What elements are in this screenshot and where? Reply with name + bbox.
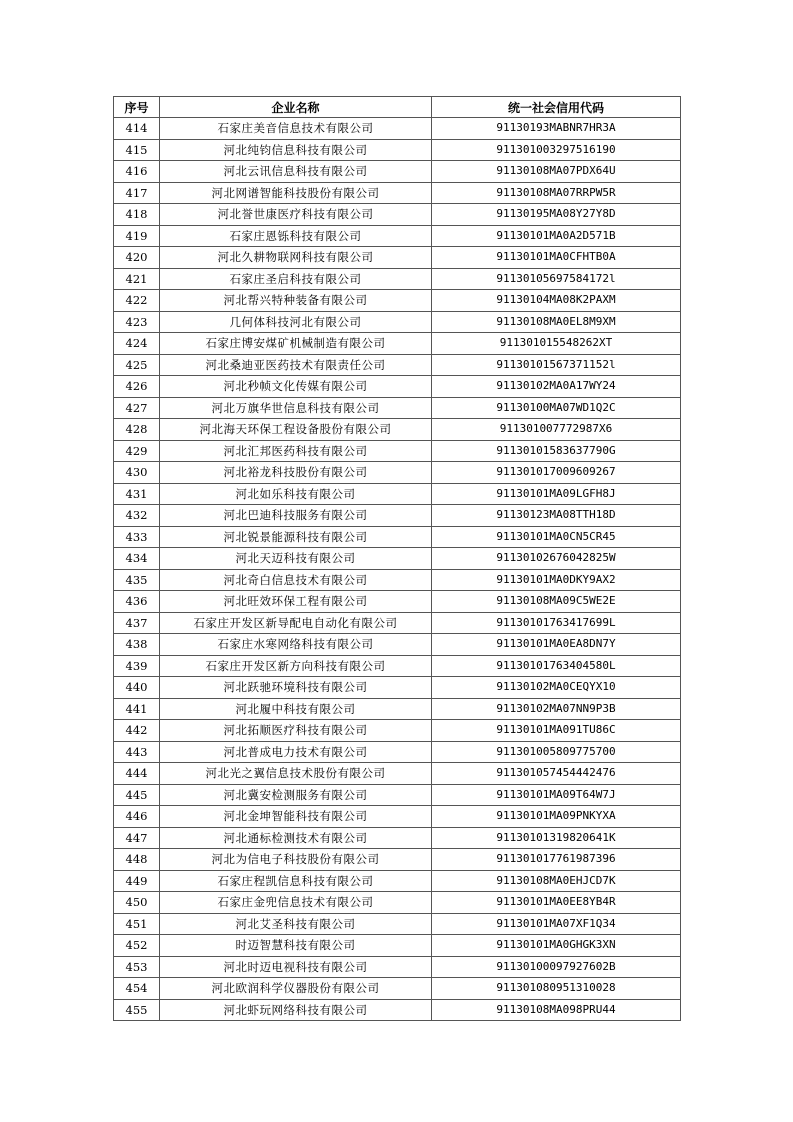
row-company-name: 河北万旗华世信息科技有限公司 — [160, 397, 432, 419]
row-index: 449 — [114, 870, 160, 892]
row-index: 435 — [114, 569, 160, 591]
table-row — [114, 677, 681, 699]
table-body — [114, 118, 681, 1021]
table-row — [114, 483, 681, 505]
table-row — [114, 118, 681, 140]
row-index: 445 — [114, 784, 160, 806]
table-row — [114, 247, 681, 269]
row-credit-code: 911301003297516190 — [432, 139, 681, 161]
row-credit-code: 91130100097927602B — [432, 956, 681, 978]
row-company-name: 河北欧润科学仪器股份有限公司 — [160, 978, 432, 1000]
row-company-name: 河北锐景能源科技有限公司 — [160, 526, 432, 548]
row-company-name: 石家庄开发区新方向科技有限公司 — [160, 655, 432, 677]
table-row — [114, 462, 681, 484]
row-company-name: 河北桑迪亚医药技术有限责任公司 — [160, 354, 432, 376]
table-row — [114, 741, 681, 763]
row-index: 443 — [114, 741, 160, 763]
row-credit-code: 91130108MA098PRU44 — [432, 999, 681, 1021]
row-index: 433 — [114, 526, 160, 548]
row-index: 431 — [114, 483, 160, 505]
header-credit-code: 统一社会信用代码 — [432, 97, 681, 118]
table-row — [114, 333, 681, 355]
table-row — [114, 870, 681, 892]
row-company-name: 河北秒帧文化传媒有限公司 — [160, 376, 432, 398]
row-index: 439 — [114, 655, 160, 677]
row-credit-code: 91130101MA0EE8YB4R — [432, 892, 681, 914]
row-credit-code: 91130101MA0CN5CR45 — [432, 526, 681, 548]
row-index: 441 — [114, 698, 160, 720]
row-credit-code: 91130102MA07NN9P3B — [432, 698, 681, 720]
row-index: 452 — [114, 935, 160, 957]
row-company-name: 石家庄程凯信息科技有限公司 — [160, 870, 432, 892]
table-row — [114, 935, 681, 957]
row-credit-code: 91130101MA09PNKYXA — [432, 806, 681, 828]
row-company-name: 河北时迈电视科技有限公司 — [160, 956, 432, 978]
row-index: 419 — [114, 225, 160, 247]
row-credit-code: 91130101567371152l — [432, 354, 681, 376]
row-company-name: 河北如乐科技有限公司 — [160, 483, 432, 505]
row-company-name: 河北裕龙科技股份有限公司 — [160, 462, 432, 484]
row-index: 416 — [114, 161, 160, 183]
table-row — [114, 182, 681, 204]
row-index: 437 — [114, 612, 160, 634]
row-credit-code: 91130101763417699L — [432, 612, 681, 634]
row-company-name: 河北久耕物联网科技有限公司 — [160, 247, 432, 269]
row-company-name: 河北海天环保工程设备股份有限公司 — [160, 419, 432, 441]
row-company-name: 河北云讯信息科技有限公司 — [160, 161, 432, 183]
row-index: 428 — [114, 419, 160, 441]
row-credit-code: 91130193MABNR7HR3A — [432, 118, 681, 140]
row-company-name: 河北为信电子科技股份有限公司 — [160, 849, 432, 871]
row-credit-code: 91130104MA08K2PAXM — [432, 290, 681, 312]
row-index: 446 — [114, 806, 160, 828]
row-credit-code: 91130102676042825W — [432, 548, 681, 570]
row-credit-code: 91130108MA0EHJCD7K — [432, 870, 681, 892]
table-row — [114, 763, 681, 785]
row-credit-code: 911301080951310028 — [432, 978, 681, 1000]
table-row — [114, 999, 681, 1021]
row-company-name: 河北虾玩网络科技有限公司 — [160, 999, 432, 1021]
table-row — [114, 311, 681, 333]
row-index: 420 — [114, 247, 160, 269]
row-company-name: 河北帮兴特种装备有限公司 — [160, 290, 432, 312]
row-company-name: 河北巴迪科技服务有限公司 — [160, 505, 432, 527]
row-index: 444 — [114, 763, 160, 785]
row-company-name: 河北履中科技有限公司 — [160, 698, 432, 720]
row-index: 417 — [114, 182, 160, 204]
table-row — [114, 634, 681, 656]
table-row — [114, 913, 681, 935]
row-credit-code: 911301007772987X6 — [432, 419, 681, 441]
row-index: 451 — [114, 913, 160, 935]
table-row — [114, 720, 681, 742]
row-credit-code: 91130108MA07PDX64U — [432, 161, 681, 183]
row-credit-code: 911301057454442476 — [432, 763, 681, 785]
row-index: 427 — [114, 397, 160, 419]
table-row — [114, 440, 681, 462]
company-table — [113, 96, 681, 1021]
row-index: 448 — [114, 849, 160, 871]
table-row — [114, 978, 681, 1000]
table-row — [114, 290, 681, 312]
row-company-name: 河北拓顺医疗科技有限公司 — [160, 720, 432, 742]
row-company-name: 石家庄水寒网络科技有限公司 — [160, 634, 432, 656]
table-row — [114, 784, 681, 806]
row-index: 422 — [114, 290, 160, 312]
row-credit-code: 91130101MA0GHGK3XN — [432, 935, 681, 957]
row-company-name: 河北天迈科技有限公司 — [160, 548, 432, 570]
row-company-name: 河北通标检测技术有限公司 — [160, 827, 432, 849]
row-credit-code: 91130101MA0A2D571B — [432, 225, 681, 247]
row-index: 455 — [114, 999, 160, 1021]
row-credit-code: 91130105697584172l — [432, 268, 681, 290]
row-index: 436 — [114, 591, 160, 613]
row-index: 440 — [114, 677, 160, 699]
row-company-name: 石家庄圣启科技有限公司 — [160, 268, 432, 290]
row-company-name: 河北网谱智能科技股份有限公司 — [160, 182, 432, 204]
row-credit-code: 911301015548262XT — [432, 333, 681, 355]
row-credit-code: 91130101319820641K — [432, 827, 681, 849]
row-credit-code: 911301017761987396 — [432, 849, 681, 871]
row-credit-code: 911301017009609267 — [432, 462, 681, 484]
row-credit-code: 91130101MA07XF1Q34 — [432, 913, 681, 935]
row-company-name: 石家庄金兜信息技术有限公司 — [160, 892, 432, 914]
row-company-name: 河北跃驰环境科技有限公司 — [160, 677, 432, 699]
table-row — [114, 548, 681, 570]
table-row — [114, 956, 681, 978]
row-company-name: 几何体科技河北有限公司 — [160, 311, 432, 333]
row-index: 429 — [114, 440, 160, 462]
table-row — [114, 612, 681, 634]
table-row — [114, 806, 681, 828]
row-index: 450 — [114, 892, 160, 914]
row-index: 424 — [114, 333, 160, 355]
row-index: 430 — [114, 462, 160, 484]
row-index: 423 — [114, 311, 160, 333]
row-index: 421 — [114, 268, 160, 290]
row-index: 414 — [114, 118, 160, 140]
row-credit-code: 91130101MA091TU86C — [432, 720, 681, 742]
table-row — [114, 591, 681, 613]
header-company-name: 企业名称 — [160, 97, 432, 118]
table-row — [114, 419, 681, 441]
row-index: 447 — [114, 827, 160, 849]
table-row — [114, 161, 681, 183]
table-row — [114, 698, 681, 720]
table-row — [114, 655, 681, 677]
row-credit-code: 91130102MA0A17WY24 — [432, 376, 681, 398]
row-credit-code: 91130101MA09T64W7J — [432, 784, 681, 806]
row-index: 442 — [114, 720, 160, 742]
row-company-name: 河北誉世康医疗科技有限公司 — [160, 204, 432, 226]
row-company-name: 河北艾圣科技有限公司 — [160, 913, 432, 935]
table-row — [114, 569, 681, 591]
row-credit-code: 91130108MA0EL8M9XM — [432, 311, 681, 333]
row-company-name: 石家庄博安煤矿机械制造有限公司 — [160, 333, 432, 355]
row-company-name: 时迈智慧科技有限公司 — [160, 935, 432, 957]
row-company-name: 河北光之翼信息技术股份有限公司 — [160, 763, 432, 785]
row-company-name: 河北普成电力技术有限公司 — [160, 741, 432, 763]
row-company-name: 河北纯钧信息科技有限公司 — [160, 139, 432, 161]
row-credit-code: 91130101MA0DKY9AX2 — [432, 569, 681, 591]
row-index: 438 — [114, 634, 160, 656]
table-row — [114, 505, 681, 527]
row-company-name: 石家庄开发区新导配电自动化有限公司 — [160, 612, 432, 634]
table-row — [114, 526, 681, 548]
table-header-row — [114, 97, 681, 118]
table-row — [114, 225, 681, 247]
row-index: 415 — [114, 139, 160, 161]
row-credit-code: 91130101MA0EA8DN7Y — [432, 634, 681, 656]
row-company-name: 石家庄恩铄科技有限公司 — [160, 225, 432, 247]
row-credit-code: 91130123MA08TTH18D — [432, 505, 681, 527]
row-credit-code: 91130100MA07WD1Q2C — [432, 397, 681, 419]
row-credit-code: 91130101583637790G — [432, 440, 681, 462]
table-row — [114, 892, 681, 914]
table-row — [114, 376, 681, 398]
row-index: 418 — [114, 204, 160, 226]
row-credit-code: 91130101MA09LGFH8J — [432, 483, 681, 505]
table-row — [114, 204, 681, 226]
row-credit-code: 91130195MA08Y27Y8D — [432, 204, 681, 226]
table-row — [114, 139, 681, 161]
row-index: 434 — [114, 548, 160, 570]
row-credit-code: 91130101MA0CFHTB0A — [432, 247, 681, 269]
row-company-name: 河北冀安检测服务有限公司 — [160, 784, 432, 806]
row-index: 454 — [114, 978, 160, 1000]
row-credit-code: 91130108MA07RRPW5R — [432, 182, 681, 204]
row-credit-code: 911301005809775700 — [432, 741, 681, 763]
table-row — [114, 268, 681, 290]
row-index: 453 — [114, 956, 160, 978]
row-credit-code: 91130101763404580L — [432, 655, 681, 677]
row-index: 432 — [114, 505, 160, 527]
row-company-name: 河北奇白信息技术有限公司 — [160, 569, 432, 591]
row-company-name: 河北金坤智能科技有限公司 — [160, 806, 432, 828]
row-company-name: 河北汇邦医药科技有限公司 — [160, 440, 432, 462]
row-index: 426 — [114, 376, 160, 398]
row-credit-code: 91130102MA0CEQYX10 — [432, 677, 681, 699]
row-index: 425 — [114, 354, 160, 376]
header-index: 序号 — [114, 97, 160, 118]
row-company-name: 河北旺效环保工程有限公司 — [160, 591, 432, 613]
row-credit-code: 91130108MA09C5WE2E — [432, 591, 681, 613]
table-row — [114, 827, 681, 849]
row-company-name: 石家庄美音信息技术有限公司 — [160, 118, 432, 140]
table-row — [114, 849, 681, 871]
table-row — [114, 354, 681, 376]
table-row — [114, 397, 681, 419]
